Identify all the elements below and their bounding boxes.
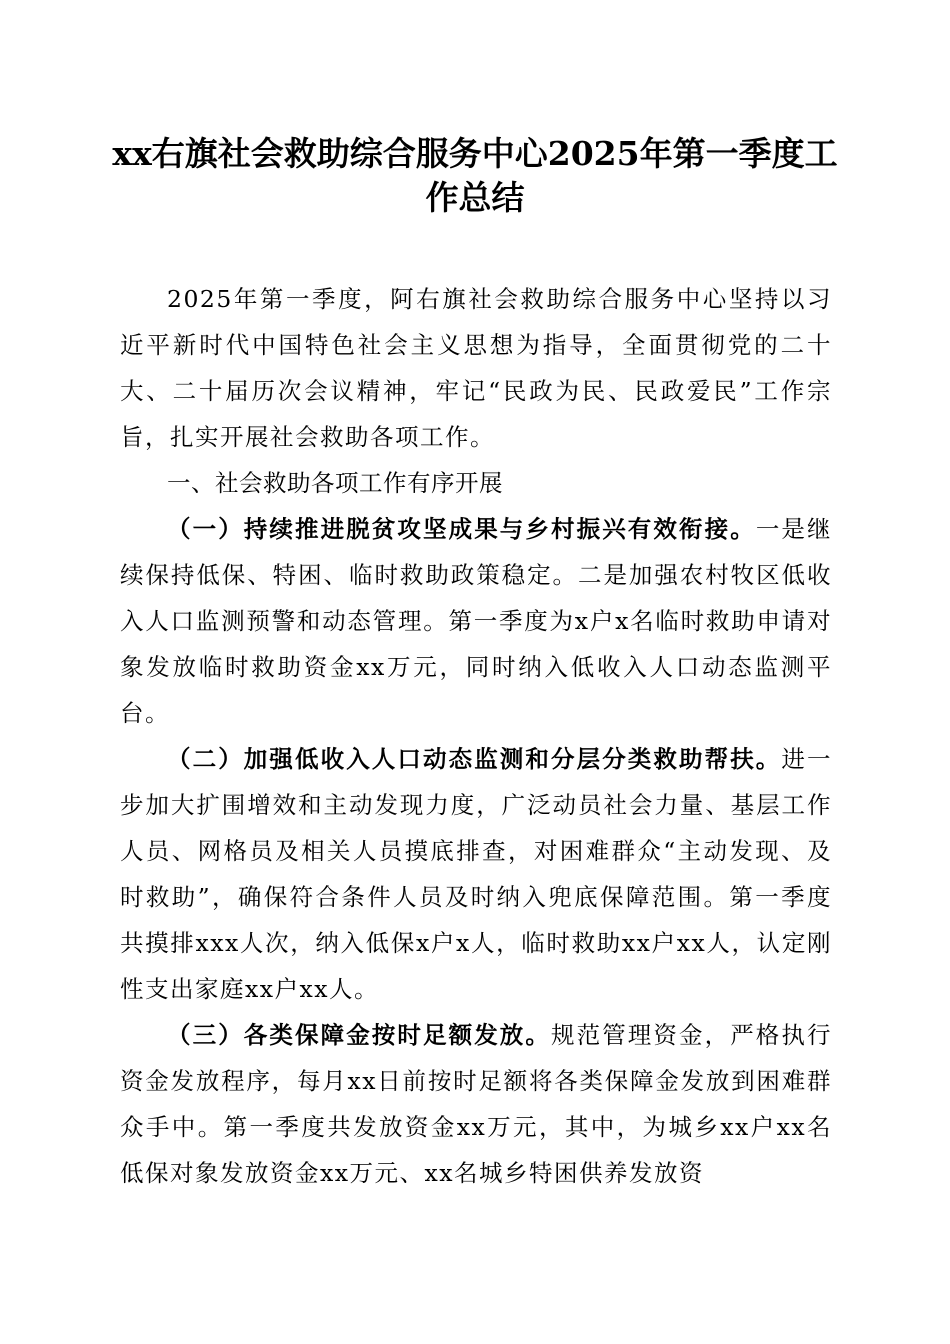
subsection-2-text: 进一步加大扩围增效和主动发现力度，广泛动员社会力量、基层工作人员、网格员及相关人员摸底排查，对困难群众“主动发现、及时救助”，确保符合条件人员及时纳入兜底保障范围。第一季度共摸排xxx人次，纳入低保x户x人，临时救助xx户xx人，认定刚性支出家庭xx户xx人。 bbox=[120, 745, 833, 1003]
subsection-2-paragraph bbox=[120, 736, 832, 1012]
subsection-3-lead: （三）各类保障金按时足额发放。 bbox=[167, 1021, 551, 1049]
subsection-3-paragraph bbox=[120, 1012, 832, 1196]
intro-paragraph: 2025年第一季度，阿右旗社会救助综合服务中心坚持以习近平新时代中国特色社会主义思想为指导，全面贯彻党的二十大、二十届历次会议精神，牢记“民政为民、民政爱民”工作宗旨，扎实开展社会救助各项工作。 bbox=[120, 285, 832, 451]
subsection-1-lead: （一）持续推进脱贫攻坚成果与乡村振兴有效衔接。 bbox=[167, 515, 756, 543]
subsection-2-lead: （二）加强低收入人口动态监测和分层分类救助帮扶。 bbox=[167, 745, 782, 773]
subsection-1-paragraph bbox=[120, 506, 832, 736]
document-title: xx右旗社会救助综合服务中心2025年第一季度工作总结 bbox=[112, 134, 838, 217]
document-body bbox=[120, 276, 832, 1196]
subsection-1-text: 一是继续保持低保、特困、临时救助政策稳定。二是加强农村牧区低收入人口监测预警和动态管理。第一季度为x户x名临时救助申请对象发放临时救助资金xx万元，同时纳入低收入人口动态监测平台。 bbox=[120, 515, 833, 727]
subsection-3-text: 规范管理资金，严格执行资金发放程序，每月xx日前按时足额将各类保障金发放到困难群众手中。第一季度共发放资金xx万元，其中，为城乡xx户xx名低保对象发放资金xx万元、xx名城乡特困供养发放资 bbox=[120, 1021, 832, 1187]
section-heading: 一、社会救助各项工作有序开展 bbox=[167, 469, 503, 497]
